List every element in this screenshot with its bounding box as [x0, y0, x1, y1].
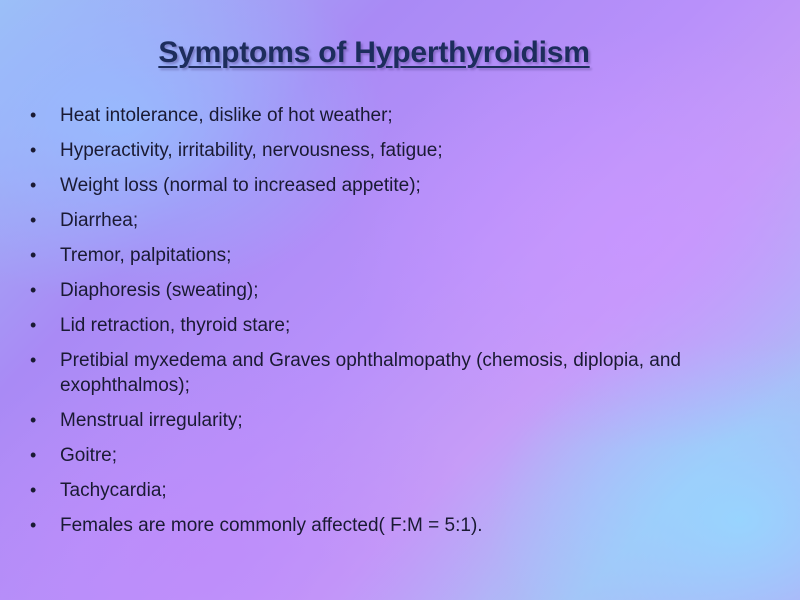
- list-item-text: Lid retraction, thyroid stare;: [60, 315, 291, 336]
- bullet-icon: •: [30, 350, 37, 370]
- list-item: [30, 278, 770, 303]
- bullet-icon: •: [30, 105, 37, 125]
- slide-title: Symptoms of Hyperthyroidism: [158, 36, 590, 69]
- list-item-text: Hyperactivity, irritability, nervousness, fatigue;: [60, 140, 443, 161]
- bullet-icon: •: [30, 245, 37, 265]
- list-item-text: Tremor, palpitations;: [60, 245, 232, 266]
- list-item: [30, 513, 770, 538]
- bullet-icon: •: [30, 445, 37, 465]
- list-item-text: Females are more commonly affected( F:M = 5:1).: [60, 515, 483, 536]
- list-item: [30, 173, 770, 198]
- symptom-list: [30, 103, 770, 548]
- list-item: [30, 208, 770, 233]
- list-item-text: Diarrhea;: [60, 210, 139, 231]
- list-item-text: Goitre;: [60, 445, 118, 466]
- bullet-icon: •: [30, 175, 37, 195]
- list-item-text: Tachycardia;: [60, 480, 167, 501]
- list-item: [30, 138, 770, 163]
- bullet-icon: •: [30, 280, 37, 300]
- list-item-text: Menstrual irregularity;: [60, 410, 243, 431]
- bullet-icon: •: [30, 515, 37, 535]
- list-item: [30, 103, 770, 128]
- bullet-icon: •: [30, 315, 37, 335]
- list-item: [30, 313, 770, 338]
- list-item-text: Heat intolerance, dislike of hot weather;: [60, 105, 393, 126]
- list-item-text: Pretibial myxedema and Graves ophthalmopathy (chemosis, diplopia, and exophthalmos);: [60, 350, 681, 396]
- list-item: [30, 478, 770, 503]
- list-item: [30, 408, 770, 433]
- bullet-icon: •: [30, 140, 37, 160]
- list-item: [30, 243, 770, 268]
- list-item: [30, 443, 770, 468]
- bullet-icon: •: [30, 480, 37, 500]
- list-item-text: Weight loss (normal to increased appetite);: [60, 175, 421, 196]
- list-item: [30, 348, 770, 398]
- list-item-text: Diaphoresis (sweating);: [60, 280, 259, 301]
- bullet-icon: •: [30, 410, 37, 430]
- bullet-icon: •: [30, 210, 37, 230]
